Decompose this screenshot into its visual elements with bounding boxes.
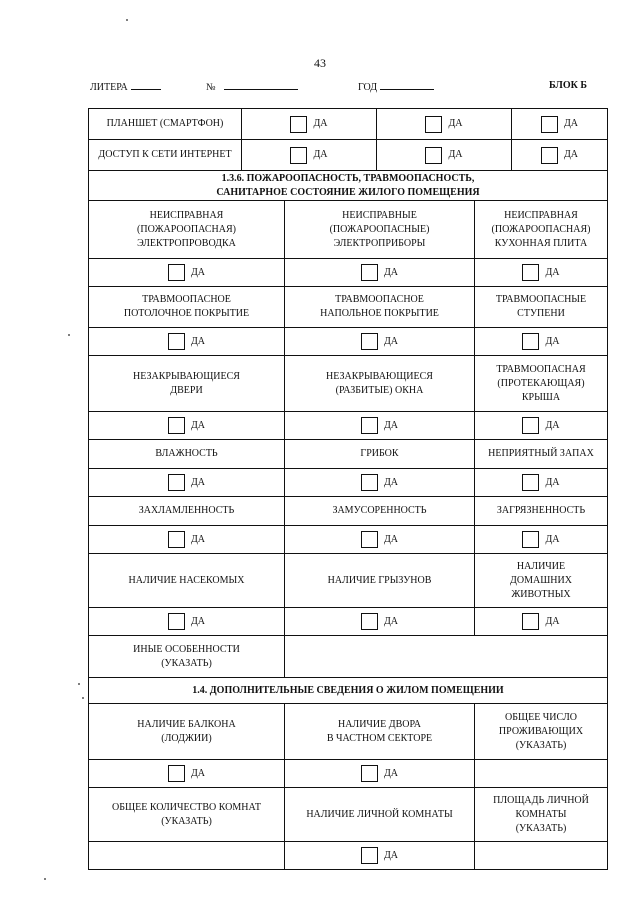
hazard-label-row: [89, 356, 608, 412]
yes-cell: ДА: [89, 469, 285, 497]
litera-field: [90, 80, 161, 93]
yes-checkbox[interactable]: [522, 333, 539, 350]
device-row-internet: [89, 140, 608, 171]
device-row-tablet: [89, 109, 608, 140]
hazard-label: НЕПРИЯТНЫЙ ЗАПАХ: [475, 440, 608, 469]
number-input[interactable]: [224, 80, 298, 90]
yes-cell: ДА: [285, 526, 475, 554]
hazard-label-row: [89, 554, 608, 608]
hazard-check-row: [89, 526, 608, 554]
yes-checkbox[interactable]: [168, 531, 185, 548]
yes-checkbox[interactable]: [522, 264, 539, 281]
yes-cell: ДА: [475, 469, 608, 497]
hazard-check-row: [89, 259, 608, 287]
room-area-input[interactable]: [475, 842, 608, 870]
extra-label: НАЛИЧИЕ ЛИЧНОЙ КОМНАТЫ: [285, 788, 475, 842]
yes-checkbox[interactable]: [168, 417, 185, 434]
extra-label: НАЛИЧИЕ ДВОРА В ЧАСТНОМ СЕКТОРЕ: [285, 704, 475, 760]
extra-label-row: [89, 704, 608, 760]
page-number: 43: [314, 56, 326, 70]
extra-label: ПЛОЩАДЬ ЛИЧНОЙ КОМНАТЫ (УКАЗАТЬ): [475, 788, 608, 842]
yes-checkbox[interactable]: [522, 613, 539, 630]
residents-count-input[interactable]: [475, 760, 608, 788]
yes-cell: ДА: [285, 259, 475, 287]
scan-speck: [78, 683, 80, 685]
year-input[interactable]: [380, 80, 434, 90]
hazard-label-row: [89, 440, 608, 469]
yes-checkbox[interactable]: [361, 765, 378, 782]
yes-checkbox[interactable]: [522, 531, 539, 548]
yes-cell: ДА: [285, 760, 475, 788]
number-field: [206, 80, 298, 93]
yes-cell: ДА: [512, 109, 608, 140]
hazard-label: НЕЗАКРЫВАЮЩИЕСЯ ДВЕРИ: [89, 356, 285, 412]
hazard-label: ГРИБОК: [285, 440, 475, 469]
yes-cell: ДА: [512, 140, 608, 171]
yes-cell: ДА: [285, 842, 475, 870]
yes-cell: ДА: [475, 526, 608, 554]
yes-checkbox[interactable]: [361, 613, 378, 630]
hazard-label-row: [89, 287, 608, 328]
hazard-label: НЕИСПРАВНАЯ (ПОЖАРООПАСНАЯ) ЭЛЕКТРОПРОВОДКА: [89, 201, 285, 259]
hazard-label: ЗАХЛАМЛЕННОСТЬ: [89, 497, 285, 526]
scan-speck: [126, 19, 128, 21]
hazard-label-row: [89, 497, 608, 526]
scan-speck: [82, 697, 84, 699]
hazard-label: ТРАВМООПАСНОЕ НАПОЛЬНОЕ ПОКРЫТИЕ: [285, 287, 475, 328]
yes-checkbox[interactable]: [425, 116, 442, 133]
block-label: БЛОК Б: [549, 80, 587, 91]
section-14-title: 1.4. ДОПОЛНИТЕЛЬНЫЕ СВЕДЕНИЯ О ЖИЛОМ ПОМЕЩЕНИИ: [89, 678, 608, 704]
scan-speck: [44, 878, 46, 880]
hazard-label: ТРАВМООПАСНЫЕ СТУПЕНИ: [475, 287, 608, 328]
hazard-check-row: [89, 328, 608, 356]
yes-checkbox[interactable]: [168, 613, 185, 630]
yes-cell: ДА: [475, 328, 608, 356]
hazard-label: НЕЗАКРЫВАЮЩИЕСЯ (РАЗБИТЫЕ) ОКНА: [285, 356, 475, 412]
number-label: №: [206, 82, 216, 93]
extra-check-row: [89, 760, 608, 788]
hazard-label: ВЛАЖНОСТЬ: [89, 440, 285, 469]
hazard-label: НЕИСПРАВНЫЕ (ПОЖАРООПАСНЫЕ) ЭЛЕКТРОПРИБОРЫ: [285, 201, 475, 259]
yes-checkbox[interactable]: [361, 474, 378, 491]
hazard-label: НАЛИЧИЕ ГРЫЗУНОВ: [285, 554, 475, 608]
hazard-check-row: [89, 608, 608, 636]
yes-cell: ДА: [89, 328, 285, 356]
yes-checkbox[interactable]: [361, 531, 378, 548]
hazard-label-row: [89, 201, 608, 259]
litera-label: ЛИТЕРА: [90, 82, 128, 93]
yes-cell: ДА: [475, 412, 608, 440]
other-features-label: ИНЫЕ ОСОБЕННОСТИ (УКАЗАТЬ): [89, 636, 285, 678]
yes-cell: ДА: [242, 109, 377, 140]
extra-label: ОБЩЕЕ ЧИСЛО ПРОЖИВАЮЩИХ (УКАЗАТЬ): [475, 704, 608, 760]
rooms-count-input[interactable]: [89, 842, 285, 870]
hazard-label: НАЛИЧИЕ ДОМАШНИХ ЖИВОТНЫХ: [475, 554, 608, 608]
yes-cell: ДА: [242, 140, 377, 171]
yes-checkbox[interactable]: [168, 765, 185, 782]
yes-checkbox[interactable]: [541, 116, 558, 133]
yes-checkbox[interactable]: [168, 333, 185, 350]
scan-speck: [68, 334, 70, 336]
yes-checkbox[interactable]: [168, 474, 185, 491]
tablet-label: ПЛАНШЕТ (СМАРТФОН): [89, 109, 242, 140]
hazard-label: ЗАГРЯЗНЕННОСТЬ: [475, 497, 608, 526]
yes-checkbox[interactable]: [361, 333, 378, 350]
yes-checkbox[interactable]: [361, 847, 378, 864]
extra-label-row: [89, 788, 608, 842]
extra-label: НАЛИЧИЕ БАЛКОНА (ЛОДЖИИ): [89, 704, 285, 760]
yes-checkbox[interactable]: [290, 147, 307, 164]
yes-cell: ДА: [89, 526, 285, 554]
yes-cell: ДА: [89, 608, 285, 636]
hazard-label: ТРАВМООПАСНАЯ (ПРОТЕКАЮЩАЯ) КРЫША: [475, 356, 608, 412]
year-label: ГОД: [358, 82, 378, 93]
yes-cell: ДА: [89, 412, 285, 440]
yes-cell: ДА: [475, 259, 608, 287]
extra-check-row: [89, 842, 608, 870]
yes-checkbox[interactable]: [361, 264, 378, 281]
yes-checkbox[interactable]: [522, 417, 539, 434]
yes-cell: ДА: [285, 608, 475, 636]
internet-label: ДОСТУП К СЕТИ ИНТЕРНЕТ: [89, 140, 242, 171]
extra-label: ОБЩЕЕ КОЛИЧЕСТВО КОМНАТ (УКАЗАТЬ): [89, 788, 285, 842]
yes-cell: ДА: [475, 608, 608, 636]
section-136-title: 1.3.6. ПОЖАРООПАСНОСТЬ, ТРАВМООПАСНОСТЬ, САНИТАРНОЕ СОСТОЯНИЕ ЖИЛОГО ПОМЕЩЕНИЯ: [89, 171, 608, 201]
hazard-label: ТРАВМООПАСНОЕ ПОТОЛОЧНОЕ ПОКРЫТИЕ: [89, 287, 285, 328]
year-field: [358, 80, 434, 93]
yes-cell: ДА: [89, 259, 285, 287]
yes-cell: ДА: [377, 140, 512, 171]
litera-input[interactable]: [131, 80, 161, 90]
yes-checkbox[interactable]: [361, 417, 378, 434]
hazard-check-row: [89, 412, 608, 440]
survey-table: [88, 108, 608, 870]
yes-cell: ДА: [285, 328, 475, 356]
hazard-label: НЕИСПРАВНАЯ (ПОЖАРООПАСНАЯ) КУХОННАЯ ПЛИТА: [475, 201, 608, 259]
yes-checkbox[interactable]: [425, 147, 442, 164]
yes-cell: ДА: [285, 412, 475, 440]
yes-cell: ДА: [89, 760, 285, 788]
hazard-label: НАЛИЧИЕ НАСЕКОМЫХ: [89, 554, 285, 608]
other-features-row: [89, 636, 608, 678]
yes-cell: ДА: [377, 109, 512, 140]
yes-checkbox[interactable]: [168, 264, 185, 281]
yes-checkbox[interactable]: [541, 147, 558, 164]
hazard-check-row: [89, 469, 608, 497]
other-features-input[interactable]: [285, 636, 608, 678]
yes-checkbox[interactable]: [290, 116, 307, 133]
yes-checkbox[interactable]: [522, 474, 539, 491]
hazard-label: ЗАМУСОРЕННОСТЬ: [285, 497, 475, 526]
yes-cell: ДА: [285, 469, 475, 497]
